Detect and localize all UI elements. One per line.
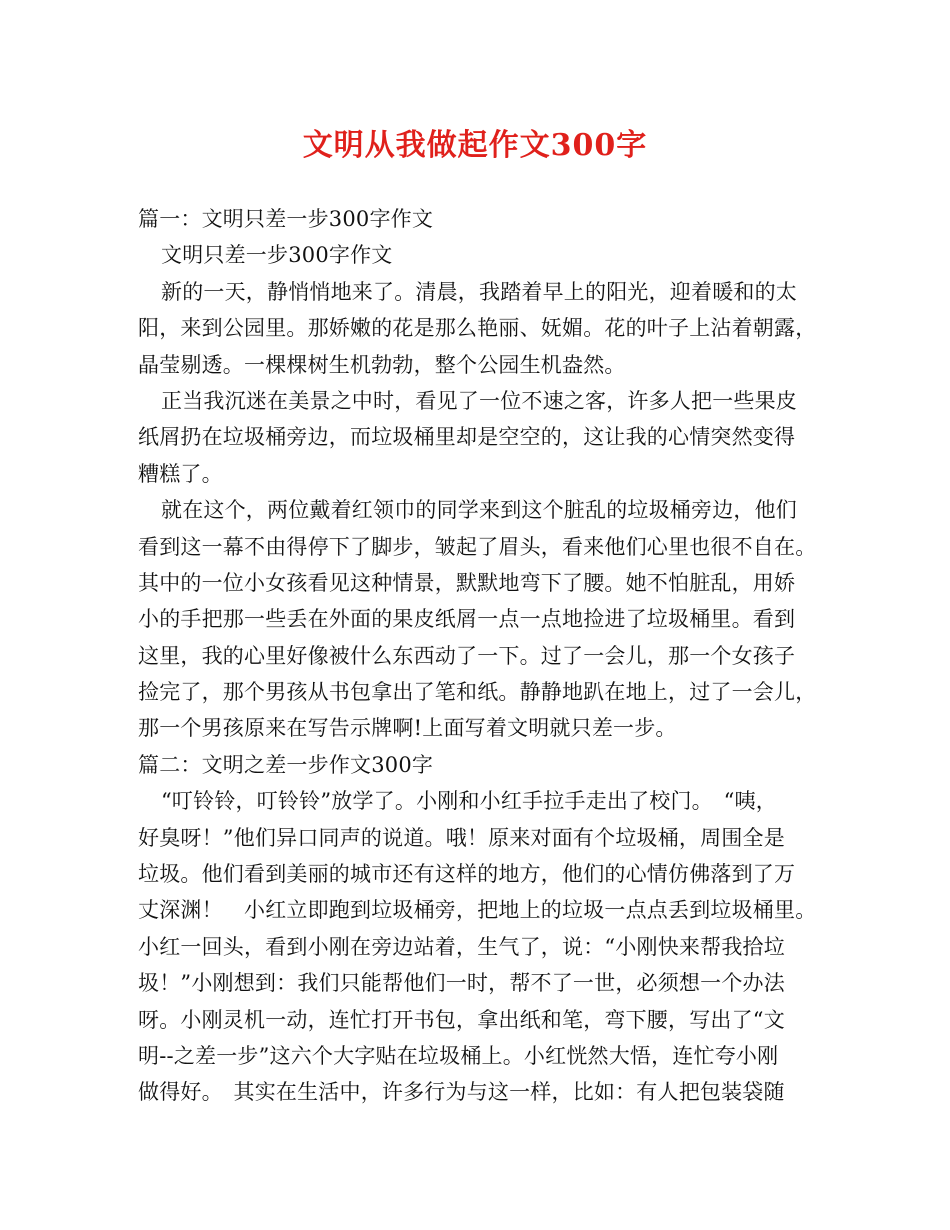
text-line: 新的一天，静悄悄地来了。清晨，我踏着早上的阳光，迎着暖和的太 — [161, 279, 797, 304]
document-body — [138, 201, 828, 1111]
text-line: 那一个男孩原来在写告示牌啊!上面写着文明就只差一步。 — [138, 716, 677, 741]
text-line: 呀。小刚灵机一动，连忙打开书包，拿出纸和笔，弯下腰，写出了“文 — [138, 1007, 785, 1032]
text-line: 晶莹剔透。一棵棵树生机勃勃，整个公园生机盎然。 — [138, 352, 626, 377]
text-line: 捡完了，那个男孩从书包拿出了笔和纸。静静地趴在地上，过了一会儿， — [138, 680, 817, 705]
text-line: 文明只差一步300字作文 — [161, 243, 393, 268]
text-line: 就在这个，两位戴着红领巾的同学来到这个脏乱的垃圾桶旁边，他们 — [161, 498, 797, 523]
text-line: 明--之差一步”这六个大字贴在垃圾桶上。小红恍然大悟，连忙夸小刚 — [138, 1043, 779, 1068]
text-line: 垃圾。他们看到美丽的城市还有这样的地方，他们的心情仿佛落到了万 — [138, 862, 796, 887]
text-line: 丈深渊！ 小红立即跑到垃圾桶旁，把地上的垃圾一点点丢到垃圾桶里。 — [138, 898, 817, 923]
text-line: 圾！”小刚想到：我们只能帮他们一时，帮不了一世，必须想一个办法 — [138, 971, 785, 996]
text-line: 其中的一位小女孩看见这种情景，默默地弯下了腰。她不怕脏乱，用娇 — [138, 570, 796, 595]
text-line: 篇一：文明只差一步300字作文 — [138, 207, 434, 231]
text-line: 做得好。 其实在生活中，许多行为与这一样，比如：有人把包装袋随 — [138, 1080, 785, 1105]
text-line: 正当我沉迷在美景之中时，看见了一位不速之客，许多人把一些果皮 — [161, 388, 797, 413]
text-line: 阳，来到公园里。那娇嫩的花是那么艳丽、妩媚。花的叶子上沾着朝露， — [138, 316, 817, 341]
text-line: 纸屑扔在垃圾桶旁边，而垃圾桶里却是空空的，这让我的心情突然变得 — [138, 425, 796, 450]
text-line: 好臭呀！”他们异口同声的说道。哦！原来对面有个垃圾桶，周围全是 — [138, 825, 785, 850]
text-line: 篇二：文明之差一步作文300字 — [138, 752, 434, 777]
text-line: 这里，我的心里好像被什么东西动了一下。过了一会儿，那一个女孩子 — [138, 643, 796, 668]
text-line: 小红一回头，看到小刚在旁边站着，生气了，说：“小刚快来帮我拾垃 — [138, 934, 785, 959]
document-title: 文明从我做起作文300字 — [302, 128, 648, 163]
text-line: 小的手把那一些丢在外面的果皮纸屑一点一点地捡进了垃圾桶里。看到 — [138, 607, 796, 632]
text-line: “叮铃铃，叮铃铃”放学了。小刚和小红手拉手走出了校门。 “咦， — [161, 789, 777, 814]
text-line: 糟糕了。 — [138, 461, 223, 486]
text-line: 看到这一幕不由得停下了脚步，皱起了眉头，看来他们心里也很不自在。 — [138, 534, 817, 559]
